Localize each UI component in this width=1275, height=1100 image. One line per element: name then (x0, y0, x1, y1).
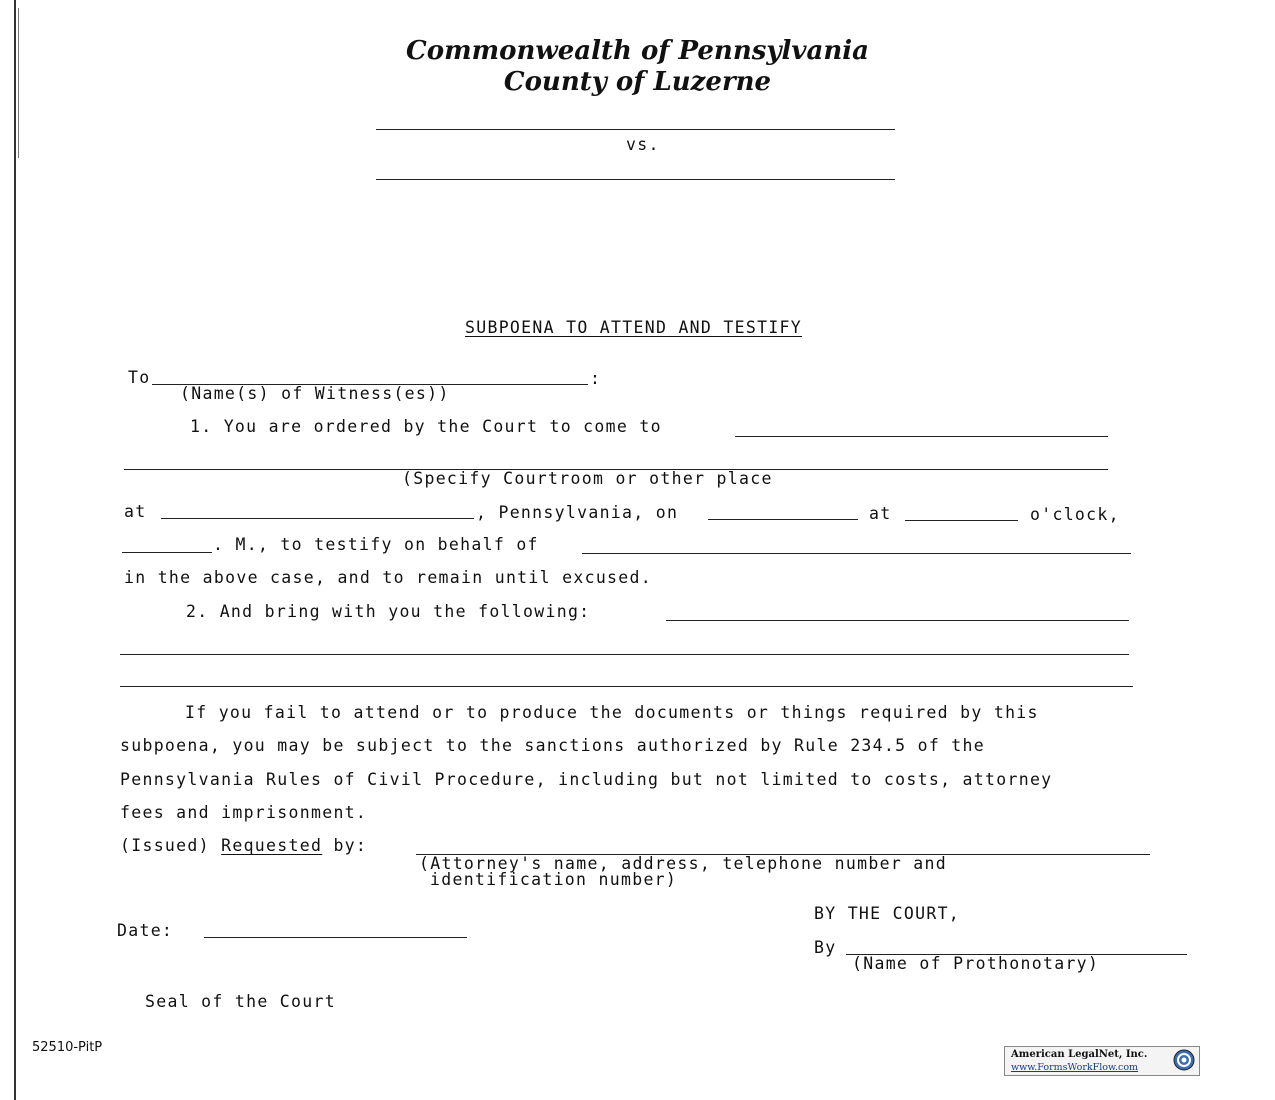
time-line[interactable] (905, 520, 1018, 521)
defendant-line[interactable] (376, 179, 895, 180)
come-to-line[interactable] (735, 436, 1108, 437)
legalnet-badge[interactable] (1004, 1046, 1200, 1076)
bring-line-3[interactable] (120, 686, 1133, 687)
date-label: Date: (117, 921, 174, 940)
attorney-caption-2: identification number) (430, 870, 678, 889)
at-label: at (124, 502, 147, 521)
warning-line-2: subpoena, you may be subject to the sanctions authorized by Rule 234.5 of the (120, 736, 986, 755)
to-colon: : (590, 369, 602, 388)
by-the-court-label: BY THE COURT, (814, 904, 961, 923)
seal-label: Seal of the Court (145, 992, 336, 1011)
globe-logo-icon (1173, 1049, 1195, 1071)
form-code: 52510-PitP (32, 1040, 103, 1055)
warning-line-4: fees and imprisonment. (120, 803, 368, 822)
at2-label: at (869, 504, 892, 523)
date-on-line[interactable] (708, 519, 858, 520)
warning-line-1: If you fail to attend or to produce the documents or things required by this (185, 703, 1039, 722)
oclock-label: o'clock, (1030, 505, 1120, 524)
city-line[interactable] (161, 518, 474, 519)
am-pm-line[interactable] (122, 552, 212, 553)
badge-url[interactable]: www.FormsWorkFlow.com (1011, 1062, 1139, 1073)
bring-line-1[interactable] (666, 620, 1129, 621)
prothonotary-caption: (Name of Prothonotary) (852, 954, 1100, 973)
requested-label: Requested (221, 836, 323, 855)
header-county: County of Luzerne (503, 67, 772, 97)
issued-label: (Issued) (120, 836, 210, 855)
item1-text: 1. You are ordered by the Court to come to (190, 417, 662, 436)
plaintiff-line[interactable] (376, 129, 895, 130)
to-label: To (128, 368, 151, 387)
requested-by-row (120, 836, 367, 855)
by-label: by: (333, 836, 368, 855)
m-testify-label: . M., to testify on behalf of (213, 535, 539, 554)
document-title: SUBPOENA TO ATTEND AND TESTIFY (465, 318, 803, 337)
vs-label: vs. (626, 135, 660, 154)
court-by-label: By (814, 938, 837, 957)
warning-line-3: Pennsylvania Rules of Civil Procedure, including but not limited to costs, attorney (120, 770, 1053, 789)
pennsylvania-on-label: , Pennsylvania, on (476, 503, 679, 522)
remain-text: in the above case, and to remain until excused. (124, 568, 652, 587)
bring-line-2[interactable] (120, 654, 1129, 655)
item2-text: 2. And bring with you the following: (186, 602, 591, 621)
left-margin-bar (14, 0, 16, 1100)
attorney-caption-1: (Attorney's name, address, telephone number and (419, 854, 947, 873)
courtroom-caption: (Specify Courtroom or other place (402, 469, 773, 488)
badge-company-name: American LegalNet, Inc. (1011, 1049, 1148, 1060)
behalf-of-line[interactable] (582, 553, 1131, 554)
date-line[interactable] (204, 937, 467, 938)
witness-caption: (Name(s) of Witness(es)) (180, 384, 450, 403)
header-commonwealth: Commonwealth of Pennsylvania (406, 36, 869, 66)
